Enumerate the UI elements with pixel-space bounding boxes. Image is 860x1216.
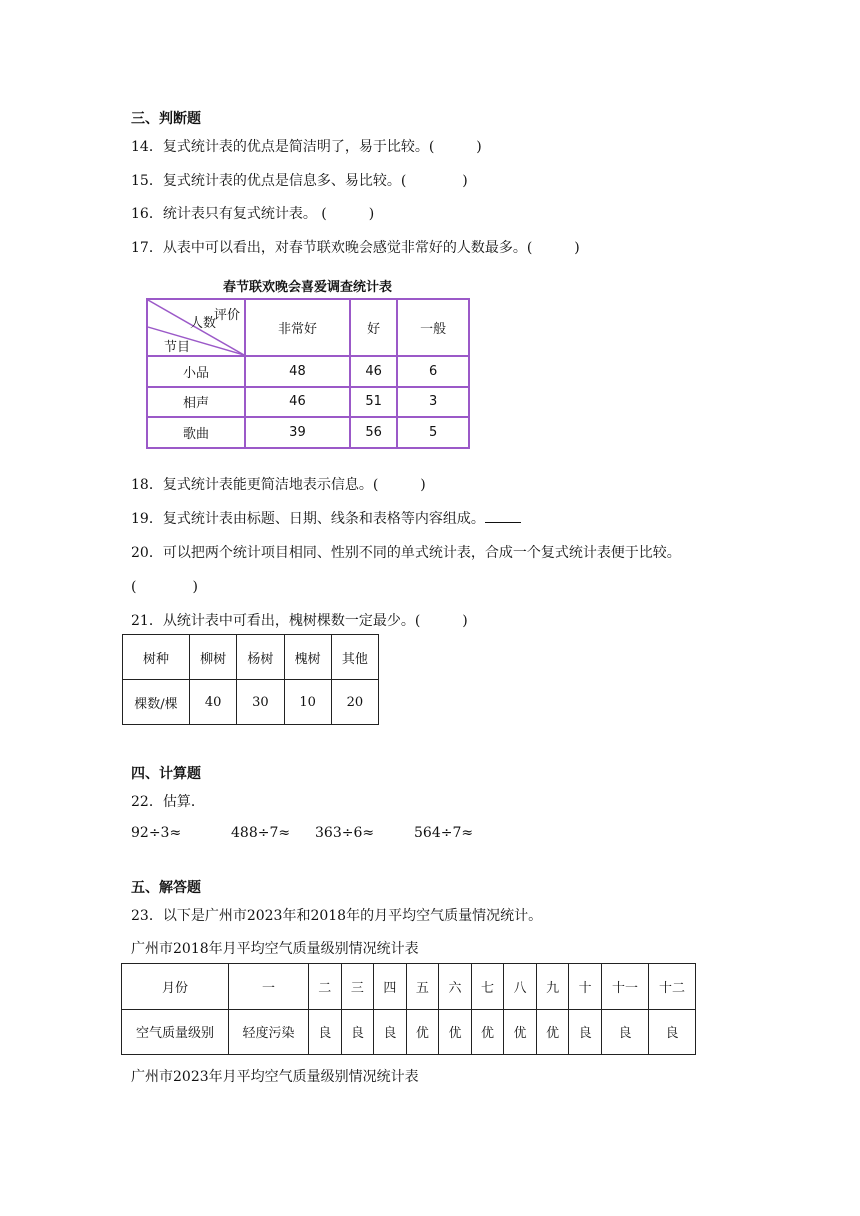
question-19-container: [131, 508, 521, 528]
level-cell: 优: [504, 1009, 537, 1055]
row-label: 歌曲: [147, 417, 245, 448]
table-cell: 30: [237, 680, 284, 725]
month-cell: 七: [471, 964, 504, 1010]
table-cell: 10: [284, 680, 331, 725]
column-header: 好: [350, 299, 397, 356]
month-cell: 十二: [649, 964, 696, 1010]
table-cell: 46: [245, 387, 350, 418]
survey-table-title: 春节联欢晚会喜爱调查统计表: [223, 280, 393, 295]
row-label: 月份: [122, 964, 229, 1010]
month-cell: 九: [536, 964, 569, 1010]
question-19: 19．复式统计表由标题、日期、线条和表格等内容组成。: [131, 511, 485, 527]
survey-table-corner: [147, 299, 245, 356]
level-cell: 优: [439, 1009, 472, 1055]
corner-label-people: 人数: [190, 316, 217, 331]
table-2023-title: 广州市2023年月平均空气质量级别情况统计表: [131, 1069, 419, 1085]
level-cell: 良: [569, 1009, 602, 1055]
month-cell: 五: [406, 964, 439, 1010]
section-heading-judgement: 三、判断题: [131, 111, 201, 127]
table-cell: 其他: [331, 635, 378, 680]
table-cell: 46: [350, 356, 397, 387]
month-cell: 八: [504, 964, 537, 1010]
estimate-1: 92÷3≈: [131, 825, 182, 841]
level-cell: 优: [471, 1009, 504, 1055]
table-cell: 48: [245, 356, 350, 387]
month-cell: 十: [569, 964, 602, 1010]
corner-label-program: 节目: [164, 340, 191, 355]
table-cell: 槐树: [284, 635, 331, 680]
column-header: 一般: [397, 299, 469, 356]
table-cell: 39: [245, 417, 350, 448]
month-cell: 四: [374, 964, 407, 1010]
column-header: 非常好: [245, 299, 350, 356]
question-20: 20．可以把两个统计项目相同、性别不同的单式统计表，合成一个复式统计表便于比较。: [131, 545, 681, 561]
level-cell: 良: [309, 1009, 342, 1055]
question-17: 17．从表中可以看出，对春节联欢晚会感觉非常好的人数最多。( ): [131, 240, 580, 256]
corner-label-rating: 评价: [213, 308, 240, 323]
table-cell: 杨树: [237, 635, 284, 680]
month-cell: 十一: [602, 964, 649, 1010]
level-cell: 良: [341, 1009, 374, 1055]
table-cell: 20: [331, 680, 378, 725]
table-cell: 51: [350, 387, 397, 418]
level-cell: 优: [536, 1009, 569, 1055]
answer-blank: [485, 510, 521, 523]
estimate-2: 488÷7≈: [231, 825, 291, 841]
air-quality-table-2018: [121, 963, 696, 1055]
question-16: 16．统计表只有复式统计表。 ( ): [131, 206, 375, 222]
level-cell: 良: [374, 1009, 407, 1055]
table-cell: 40: [190, 680, 237, 725]
table-cell: 56: [350, 417, 397, 448]
month-cell: 一: [229, 964, 309, 1010]
table-cell: 3: [397, 387, 469, 418]
row-label: 空气质量级别: [122, 1009, 229, 1055]
section-heading-answers: 五、解答题: [131, 880, 201, 896]
tree-table: [122, 634, 379, 725]
question-20-paren: ( ): [131, 579, 198, 595]
month-cell: 六: [439, 964, 472, 1010]
month-cell: 二: [309, 964, 342, 1010]
question-14: 14．复式统计表的优点是简洁明了，易于比较。( ): [131, 139, 482, 155]
row-label: 棵数/棵: [123, 680, 190, 725]
row-label: 相声: [147, 387, 245, 418]
section-heading-calculation: 四、计算题: [131, 766, 201, 782]
question-22: 22．估算．: [131, 794, 205, 810]
level-cell: 优: [406, 1009, 439, 1055]
table-cell: 柳树: [190, 635, 237, 680]
estimate-3: 363÷6≈: [315, 825, 375, 841]
survey-table: [146, 298, 470, 449]
table-cell: 5: [397, 417, 469, 448]
table-2018-title: 广州市2018年月平均空气质量级别情况统计表: [131, 941, 419, 957]
question-23: 23．以下是广州市2023年和2018年的月平均空气质量情况统计。: [131, 908, 543, 924]
question-18: 18．复式统计表能更简洁地表示信息。( ): [131, 477, 426, 493]
question-21: 21．从统计表中可看出，槐树棵数一定最少。( ): [131, 613, 468, 629]
question-15: 15．复式统计表的优点是信息多、易比较。( ): [131, 173, 468, 189]
estimate-4: 564÷7≈: [414, 825, 474, 841]
level-cell: 良: [602, 1009, 649, 1055]
table-cell: 6: [397, 356, 469, 387]
month-cell: 三: [341, 964, 374, 1010]
row-label: 树种: [123, 635, 190, 680]
row-label: 小品: [147, 356, 245, 387]
level-cell: 良: [649, 1009, 696, 1055]
level-cell: 轻度污染: [229, 1009, 309, 1055]
